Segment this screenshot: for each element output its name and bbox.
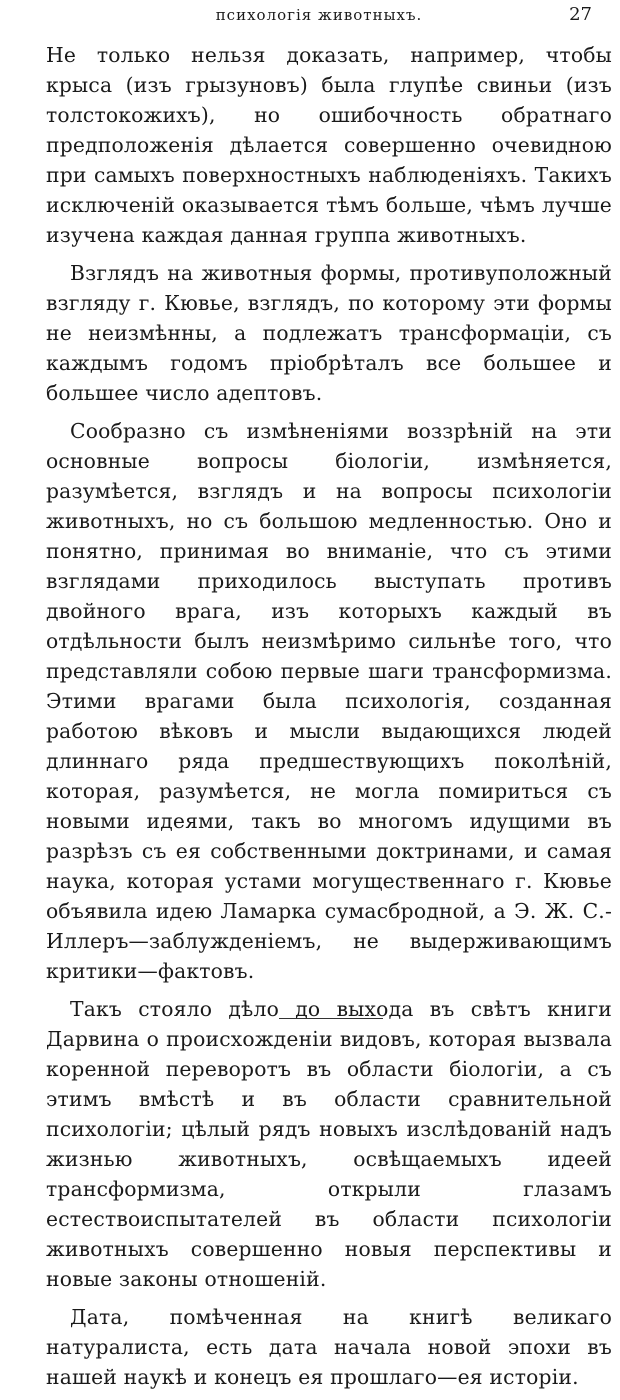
paragraph-1: Не только нельзя доказать, например, чтобы крыса (изъ грызуновъ) была глупѣе свиньи (изъ толстокожихъ), но ошибочность обратнаго предположенія дѣлается совершенно очевидною при самыхъ поверхностныхъ наблюденіяхъ. Такихъ исключеній оказывается тѣмъ больше, чѣмъ лучше изучена каждая данная группа животныхъ. bbox=[46, 43, 612, 247]
page-number: 27 bbox=[569, 4, 592, 25]
body-text bbox=[46, 40, 612, 1400]
page-header bbox=[46, 6, 592, 30]
paragraph-5: Дата, помѣченная на книгѣ великаго натуралиста, есть дата начала новой эпохи въ нашей наукѣ и конецъ ея прошлаго—ея исторіи. bbox=[46, 1305, 612, 1389]
section-end-rule bbox=[279, 1018, 383, 1019]
running-title: психологія животныхъ. bbox=[215, 6, 423, 24]
paragraph-3: Сообразно съ измѣненіями воззрѣній на эти основные вопросы біологіи, измѣняется, разумѣется, взглядъ и на вопросы психологіи животныхъ, но съ большою медленностью. Оно и понятно, принимая во вниманіе, что съ этими взглядами приходилось выступать противъ двойного врага, изъ которыхъ каждый въ отдѣльности былъ неизмѣримо сильнѣе того, что представляли собою первые шаги трансформизма. Этими врагами была психологія, созданная работою вѣковъ и мысли выдающихся людей длиннаго ряда предшествующихъ поколѣній, которая, разумѣется, не могла помириться съ новыми идеями, такъ во многомъ идущими въ разрѣзъ съ ея собственными доктринами, и самая наука, которая устами могущественнаго г. Кювье объявила идею Ламарка сумасбродной, а Э. Ж. С.-Иллеръ—заблужденіемъ, не выдерживающимъ критики—фактовъ. bbox=[46, 419, 612, 983]
paragraph-2: Взглядъ на животныя формы, противуположный взгляду г. Кювье, взглядъ, по которому эти формы не неизмѣнны, а подлежатъ трансформаціи, съ каждымъ годомъ пріобрѣталъ все большее и большее число адептовъ. bbox=[46, 261, 612, 405]
paragraph-4: Такъ стояло дѣло до выхода въ свѣтъ книги Дарвина о происхожденіи видовъ, которая вызвала коренной переворотъ въ области біологіи, а съ этимъ вмѣстѣ и въ области сравнительной психологіи; цѣлый рядъ новыхъ изслѣдованій надъ жизнью животныхъ, освѣщаемыхъ идеей трансформизма, открыли глазамъ естествоиспытателей въ области психологіи животныхъ совершенно новыя перспективы и новые законы отношеній. bbox=[46, 997, 612, 1291]
